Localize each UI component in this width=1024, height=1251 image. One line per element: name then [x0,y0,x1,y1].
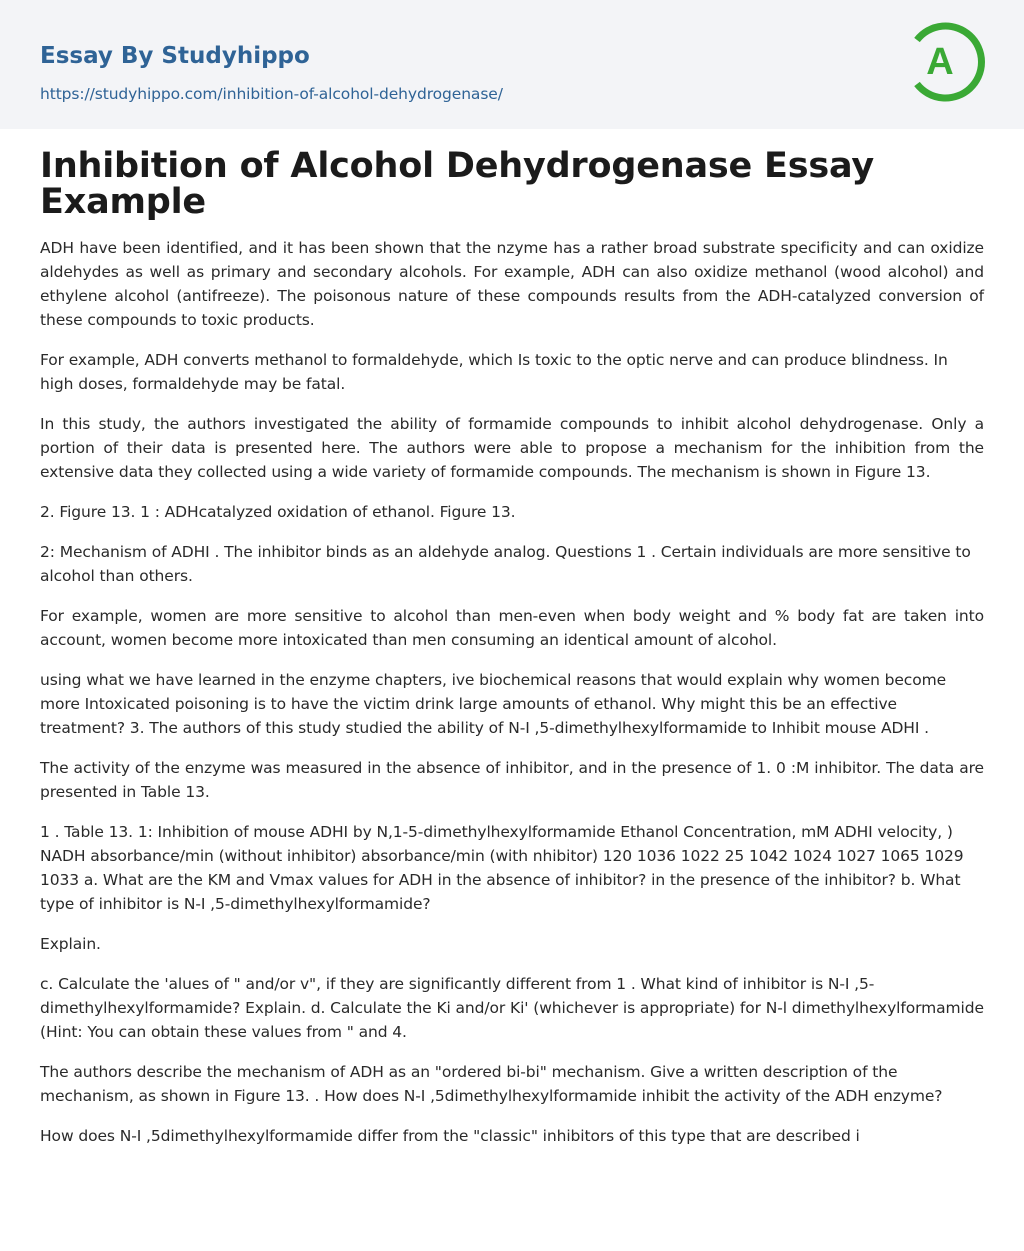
paragraph: c. Calculate the 'alues of " and/or v", if they are significantly different from 1 . What kind of inhibitor is N-I ,5-dimethylhexylformamide? Explain. d. Calculate the Ki and/or Ki' (whichever is appropriate) for N-l dimethylhexylformamide (Hint: You can obtain these values from " and 4. [40,975,984,1041]
paragraph: using what we have learned in the enzyme chapters, ive biochemical reasons that would explain why women become more Intoxicated poisoning is to have the victim drink large amounts of ethanol. Why might this be an effective treatment? 3. The authors of this study studied the ability of N-I ,5-dimethylhexylformamide to Inhibit mouse ADHI . [40,671,947,737]
page-title: Inhibition of Alcohol Dehydrogenase Essay Example [40,146,874,222]
site-brand[interactable]: Essay By Studyhippo [40,43,310,69]
paragraph: For example, ADH converts methanol to formaldehyde, which Is toxic to the optic nerve and can produce blindness. In high doses, formaldehyde may be fatal. [40,351,948,393]
paragraph: Explain. [40,935,101,953]
paragraph: In this study, the authors investigated the ability of formamide compounds to inhibit alcohol dehydrogenase. Only a portion of their data is presented here. The authors were able to propose a mechanism for the inhibition from the extensive data they collected using a wide variety of formamide compounds. The mechanism is shown in Figure 13. [40,415,984,481]
studyhippo-logo-icon[interactable] [911,18,987,106]
paragraph: 2: Mechanism of ADHI . The inhibitor binds as an aldehyde analog. Questions 1 . Certain individuals are more sensitive to alcohol than others. [40,543,971,585]
article [0,148,1024,1148]
paragraph: 1 . Table 13. 1: Inhibition of mouse ADHI by N,1-5-dimethylhexylformamide Ethanol Concentration, mM ADHI velocity, ) NADH absorbance/min (without inhibitor) absorbance/min (with nhibitor) 120 1036 1022 25 1042 1024 1027 1065 1029 1033 a. What are the KM and Vmax values for ADH in the absence of inhibitor? in the presence of the inhibitor? b. What type of inhibitor is N-I ,5-dimethylhexylformamide? [40,823,964,913]
paragraph: For example, women are more sensitive to alcohol than men-even when body weight and % body fat are taken into account, women become more intoxicated than men consuming an identical amount of alcohol. [40,607,984,649]
paragraph: How does N-I ,5dimethylhexylformamide differ from the "classic" inhibitors of this type that are described i [40,1127,860,1145]
site-header [0,0,1024,129]
source-url-link[interactable]: https://studyhippo.com/inhibition-of-alcohol-dehydrogenase/ [40,85,503,103]
paragraph: 2. Figure 13. 1 : ADHcatalyzed oxidation of ethanol. Figure 13. [40,503,516,521]
paragraph: The activity of the enzyme was measured in the absence of inhibitor, and in the presence of 1. 0 :M inhibitor. The data are presented in Table 13. [40,759,984,801]
paragraph: ADH have been identified, and it has been shown that the nzyme has a rather broad substrate specificity and can oxidize aldehydes as well as primary and secondary alcohols. For example, ADH can also oxidize methanol (wood alcohol) and ethylene alcohol (antifreeze). The poisonous nature of these compounds results from the ADH-catalyzed conversion of these compounds to toxic products. [40,239,984,329]
paragraph: The authors describe the mechanism of ADH as an "ordered bi-bi" mechanism. Give a written description of the mechanism, as shown in Figure 13. . How does N-I ,5dimethylhexylformamide inhibit the activity of the ADH enzyme? [40,1063,943,1105]
essay-body [40,236,984,1148]
logo-letter: A [926,41,954,83]
